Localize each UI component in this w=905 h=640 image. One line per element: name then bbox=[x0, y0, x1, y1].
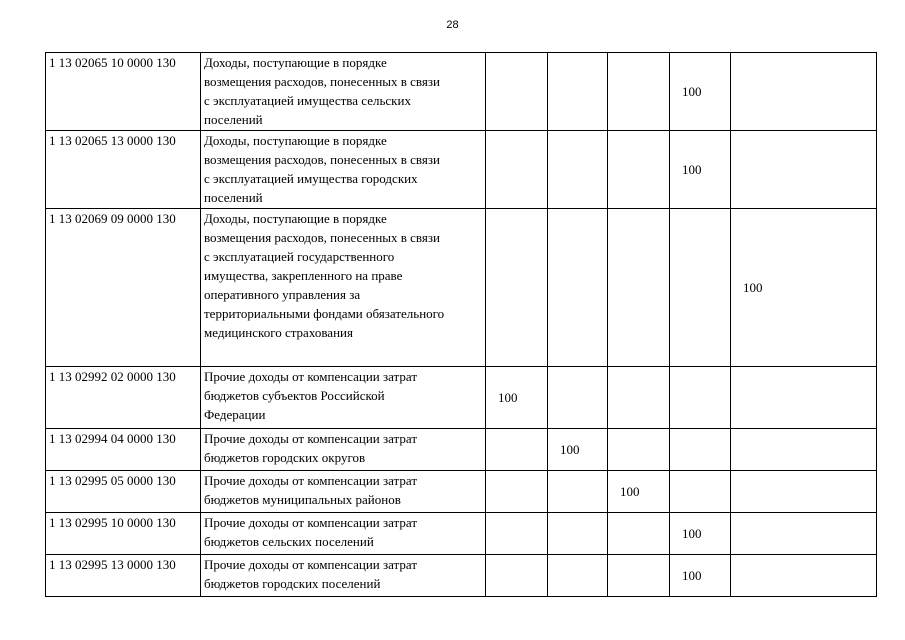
normative-value-cell bbox=[608, 53, 670, 131]
normative-value-cell bbox=[731, 471, 877, 513]
normative-value-cell: 100 bbox=[548, 429, 608, 471]
normative-value-cell: 100 bbox=[486, 367, 548, 429]
revenue-name-cell bbox=[201, 209, 486, 367]
revenue-code-cell: 1 13 02995 10 0000 130 bbox=[46, 513, 201, 555]
revenue-name-line: Федерации bbox=[204, 407, 266, 422]
table-row bbox=[46, 367, 877, 429]
normative-value-cell: 100 bbox=[670, 131, 731, 209]
normative-value-cell bbox=[548, 513, 608, 555]
revenue-name-line: Прочие доходы от компенсации затрат bbox=[204, 557, 418, 572]
table-row bbox=[46, 555, 877, 597]
normative-value-cell bbox=[731, 429, 877, 471]
revenue-name-line: бюджетов сельских поселений bbox=[204, 534, 374, 549]
revenue-name-line: имущества, закрепленного на праве bbox=[204, 268, 403, 283]
revenue-name-line: бюджетов субъектов Российской bbox=[204, 388, 385, 403]
revenue-name-cell bbox=[201, 367, 486, 429]
normative-value-cell: 100 bbox=[670, 513, 731, 555]
table-row bbox=[46, 131, 877, 209]
revenue-name-line: Прочие доходы от компенсации затрат bbox=[204, 431, 418, 446]
revenue-name-cell bbox=[201, 131, 486, 209]
normative-value-cell bbox=[548, 53, 608, 131]
normative-value-cell: 100 bbox=[731, 209, 877, 367]
revenue-name-line: Прочие доходы от компенсации затрат bbox=[204, 515, 418, 530]
revenue-code-cell: 1 13 02994 04 0000 130 bbox=[46, 429, 201, 471]
revenue-name-line: возмещения расходов, понесенных в связи bbox=[204, 74, 440, 89]
normative-value-cell bbox=[731, 131, 877, 209]
normative-value-cell bbox=[486, 471, 548, 513]
normative-value-cell bbox=[486, 429, 548, 471]
normative-value-cell bbox=[486, 513, 548, 555]
normative-value-cell bbox=[608, 429, 670, 471]
revenue-code-cell: 1 13 02995 05 0000 130 bbox=[46, 471, 201, 513]
normative-value-cell bbox=[731, 53, 877, 131]
revenue-table bbox=[45, 52, 877, 597]
revenue-name-line: возмещения расходов, понесенных в связи bbox=[204, 152, 440, 167]
normative-value-cell: 100 bbox=[670, 555, 731, 597]
normative-value-cell bbox=[670, 367, 731, 429]
normative-value-cell bbox=[731, 555, 877, 597]
normative-value-cell bbox=[608, 555, 670, 597]
revenue-name-line: Прочие доходы от компенсации затрат bbox=[204, 369, 418, 384]
revenue-name-line: бюджетов муниципальных районов bbox=[204, 492, 401, 507]
normative-value-cell bbox=[548, 367, 608, 429]
revenue-name-line: Доходы, поступающие в порядке bbox=[204, 211, 387, 226]
revenue-code-cell: 1 13 02065 10 0000 130 bbox=[46, 53, 201, 131]
revenue-name-cell bbox=[201, 513, 486, 555]
normative-value-cell bbox=[486, 53, 548, 131]
normative-value-cell bbox=[548, 555, 608, 597]
revenue-name-line: бюджетов городских поселений bbox=[204, 576, 381, 591]
revenue-name-cell bbox=[201, 53, 486, 131]
normative-value-cell bbox=[548, 209, 608, 367]
revenue-name-line: Доходы, поступающие в порядке bbox=[204, 55, 387, 70]
revenue-code-cell: 1 13 02992 02 0000 130 bbox=[46, 367, 201, 429]
normative-value-cell bbox=[670, 471, 731, 513]
revenue-name-cell bbox=[201, 471, 486, 513]
normative-value-cell bbox=[548, 131, 608, 209]
revenue-name-line: поселений bbox=[204, 112, 263, 127]
table-row bbox=[46, 53, 877, 131]
revenue-name-cell bbox=[201, 429, 486, 471]
revenue-name-cell bbox=[201, 555, 486, 597]
revenue-name-line: с эксплуатацией имущества городских bbox=[204, 171, 418, 186]
table-row bbox=[46, 513, 877, 555]
normative-value-cell: 100 bbox=[608, 471, 670, 513]
revenue-name-line: оперативного управления за bbox=[204, 287, 361, 302]
normative-value-cell bbox=[608, 513, 670, 555]
table-body bbox=[46, 53, 877, 597]
revenue-name-line: поселений bbox=[204, 190, 263, 205]
normative-value-cell bbox=[731, 367, 877, 429]
revenue-name-line: Доходы, поступающие в порядке bbox=[204, 133, 387, 148]
revenue-name-line: с эксплуатацией государственного bbox=[204, 249, 395, 264]
normative-value-cell bbox=[486, 555, 548, 597]
revenue-name-line: Прочие доходы от компенсации затрат bbox=[204, 473, 418, 488]
normative-value-cell bbox=[670, 209, 731, 367]
revenue-code-cell: 1 13 02995 13 0000 130 bbox=[46, 555, 201, 597]
revenue-code-cell: 1 13 02069 09 0000 130 bbox=[46, 209, 201, 367]
normative-value-cell bbox=[486, 209, 548, 367]
table-row bbox=[46, 471, 877, 513]
revenue-name-line: бюджетов городских округов bbox=[204, 450, 366, 465]
normative-value-cell bbox=[731, 513, 877, 555]
normative-value-cell bbox=[548, 471, 608, 513]
revenue-name-line: медицинского страхования bbox=[204, 325, 353, 340]
revenue-code-cell: 1 13 02065 13 0000 130 bbox=[46, 131, 201, 209]
normative-value-cell: 100 bbox=[670, 53, 731, 131]
revenue-name-line: территориальными фондами обязательного bbox=[204, 306, 445, 321]
table-row bbox=[46, 429, 877, 471]
normative-value-cell bbox=[608, 209, 670, 367]
table-row bbox=[46, 209, 877, 367]
normative-value-cell bbox=[670, 429, 731, 471]
page-number: 28 bbox=[446, 19, 459, 31]
revenue-name-line: возмещения расходов, понесенных в связи bbox=[204, 230, 440, 245]
revenue-name-line: с эксплуатацией имущества сельских bbox=[204, 93, 411, 108]
normative-value-cell bbox=[608, 367, 670, 429]
normative-value-cell bbox=[608, 131, 670, 209]
normative-value-cell bbox=[486, 131, 548, 209]
